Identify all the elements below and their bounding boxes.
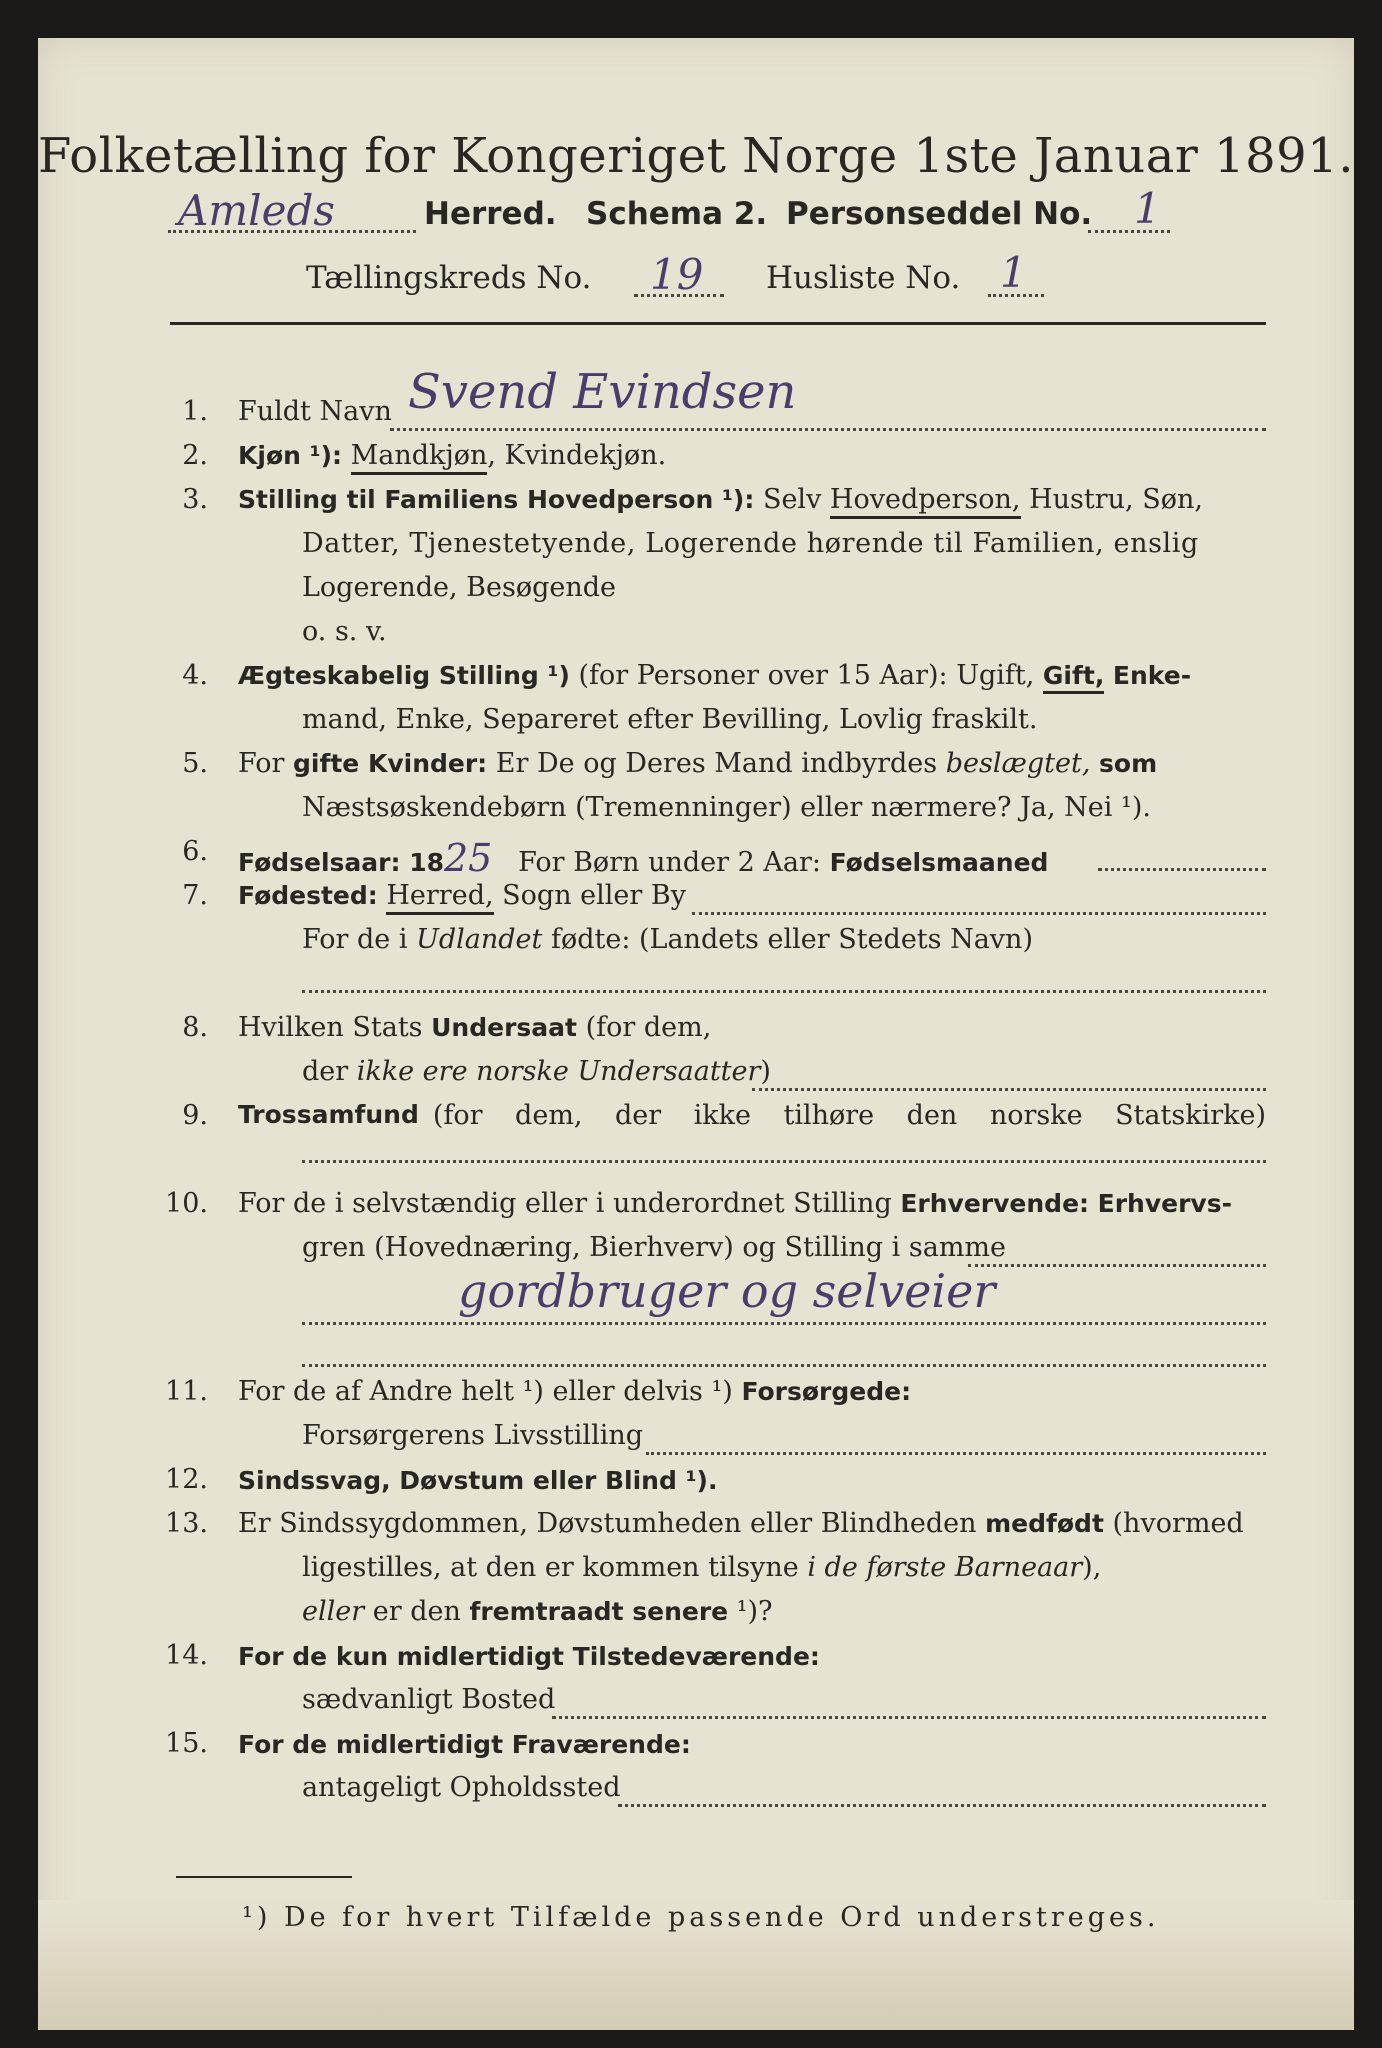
item-5-line-2: Næstsøskendebørn (Tremenninger) eller nærmere? Ja, Nei ¹). xyxy=(302,792,1151,823)
kreds-handwritten: 19 xyxy=(650,250,704,299)
item-11-number: 11. xyxy=(165,1376,208,1407)
form-title: Folketælling for Kongeriget Norge 1ste Januar 1891. xyxy=(38,128,1354,184)
herred-handwritten: Amleds xyxy=(178,186,335,235)
item-7-line-2: For de i Udlandet fødte: (Landets eller Stedets Navn) xyxy=(302,924,1033,955)
item-14-line-2: sædvanligt Bosted xyxy=(302,1684,556,1715)
item-10-line-1: For de i selvstændig eller i underordnet Stilling Erhvervende: Erhvervs- xyxy=(238,1188,1232,1219)
herred-label: Herred. xyxy=(424,196,557,232)
item-9-line: Trossamfund (for dem, der ikke tilhøre den norske Statskirke) xyxy=(238,1100,1266,1131)
item-3-line-4: o. s. v. xyxy=(302,616,387,647)
footnote: ¹) De for hvert Tilfælde passende Ord understreges. xyxy=(242,1902,1160,1933)
item-10-number: 10. xyxy=(165,1188,208,1219)
item-11-line-1: For de af Andre helt ¹) eller delvis ¹) Forsørgede: xyxy=(238,1376,912,1407)
item-15-number: 15. xyxy=(165,1728,208,1759)
item-4-line-2: mand, Enke, Separeret efter Bevilling, Lovlig fraskilt. xyxy=(302,704,1038,735)
footnote-divider xyxy=(176,1876,352,1878)
item-10-answer-line-2 xyxy=(302,1364,1266,1367)
personseddel-label: Personseddel No. xyxy=(786,196,1093,232)
item-15-line-1: For de midlertidigt Fraværende: xyxy=(238,1730,691,1759)
item-13-line-3: eller er den fremtraadt senere ¹)? xyxy=(302,1596,773,1627)
item-8-number: 8. xyxy=(182,1012,208,1043)
item-3-line-2: Datter, Tjenestetyende, Logerende hørende til Familien, enslig xyxy=(302,528,1199,559)
item-11-line-2: Forsørgerens Livsstilling xyxy=(302,1420,644,1451)
item-13-number: 13. xyxy=(165,1508,208,1539)
item-6-dotted-line xyxy=(1098,868,1266,871)
item-15-dotted-line xyxy=(618,1804,1266,1807)
item-3-number: 3. xyxy=(182,484,208,515)
item-14-line-1: For de kun midlertidigt Tilstedeværende: xyxy=(238,1642,820,1671)
selected-hovedperson: Hovedperson, xyxy=(830,484,1021,519)
item-4-line-1: Ægteskabelig Stilling ¹) (for Personer over 15 Aar): Ugift, Gift, Enke- xyxy=(238,660,1191,691)
item-10-line-2: gren (Hovednæring, Bierhverv) og Stilling i samme xyxy=(302,1232,1007,1263)
husliste-handwritten: 1 xyxy=(1000,248,1027,297)
item-12-line: Sindssvag, Døvstum eller Blind ¹). xyxy=(238,1466,718,1495)
item-7-line-1: Fødested: Herred, Sogn eller By xyxy=(238,880,686,911)
item-2-number: 2. xyxy=(182,440,208,471)
item-15-line-2: antageligt Opholdssted xyxy=(302,1772,621,1803)
kreds-label: Tællingskreds No. xyxy=(306,260,592,296)
item-8-line-2: der ikke ere norske Undersaatter) xyxy=(302,1056,771,1087)
item-7-answer-line xyxy=(302,990,1266,993)
selected-herred: Herred, xyxy=(386,880,493,915)
item-14-number: 14. xyxy=(165,1640,208,1671)
item-3-line-1: Stilling til Familiens Hovedperson ¹): Selv Hovedperson, Hustru, Søn, xyxy=(238,484,1203,515)
item-13-line-2: ligestilles, at den er kommen tilsyne i de første Barneaar), xyxy=(302,1552,1102,1583)
header-divider xyxy=(170,322,1266,325)
item-11-dotted-line xyxy=(646,1452,1266,1455)
full-name-handwritten: Svend Evindsen xyxy=(408,364,797,420)
birth-year-handwritten: 25 xyxy=(443,836,493,880)
item-1-dotted-line xyxy=(390,428,1266,431)
item-6-line: Fødselsaar: 1825 For Børn under 2 Aar: Fødselsmaaned xyxy=(238,836,1049,880)
item-9-number: 9. xyxy=(182,1100,208,1131)
census-form-sheet xyxy=(38,38,1354,2030)
item-8-line-1: Hvilken Stats Undersaat (for dem, xyxy=(238,1012,712,1043)
occupation-handwritten: gordbruger og selveier xyxy=(458,1264,996,1318)
item-12-number: 12. xyxy=(165,1464,208,1495)
personseddel-handwritten: 1 xyxy=(1134,184,1161,233)
husliste-label: Husliste No. xyxy=(766,260,961,296)
selected-gift: Gift, xyxy=(1043,661,1104,694)
item-3-line-3: Logerende, Besøgende xyxy=(302,572,616,603)
item-5-line-1: For gifte Kvinder: Er De og Deres Mand indbyrdes beslægtet, som xyxy=(238,748,1158,779)
item-10-dotted-line xyxy=(968,1264,1266,1267)
item-1-label: Fuldt Navn xyxy=(238,396,392,427)
item-1-number: 1. xyxy=(182,396,208,427)
item-2-text: Kjøn ¹): Mandkjøn, Kvindekjøn. xyxy=(238,440,666,471)
item-6-number: 6. xyxy=(182,836,208,867)
item-8-dotted-line xyxy=(752,1088,1266,1091)
item-7-dotted-line xyxy=(692,912,1266,915)
item-9-answer-line xyxy=(302,1160,1266,1163)
schema-label: Schema 2. xyxy=(586,196,768,232)
selected-mandkjon: Mandkjøn xyxy=(351,440,488,475)
item-10-answer-line-1 xyxy=(302,1322,1266,1325)
item-5-number: 5. xyxy=(182,748,208,779)
item-4-number: 4. xyxy=(182,660,208,691)
item-13-line-1: Er Sindssygdommen, Døvstumheden eller Blindheden medfødt (hvormed xyxy=(238,1508,1244,1539)
item-14-dotted-line xyxy=(552,1716,1266,1719)
item-7-number: 7. xyxy=(182,880,208,911)
